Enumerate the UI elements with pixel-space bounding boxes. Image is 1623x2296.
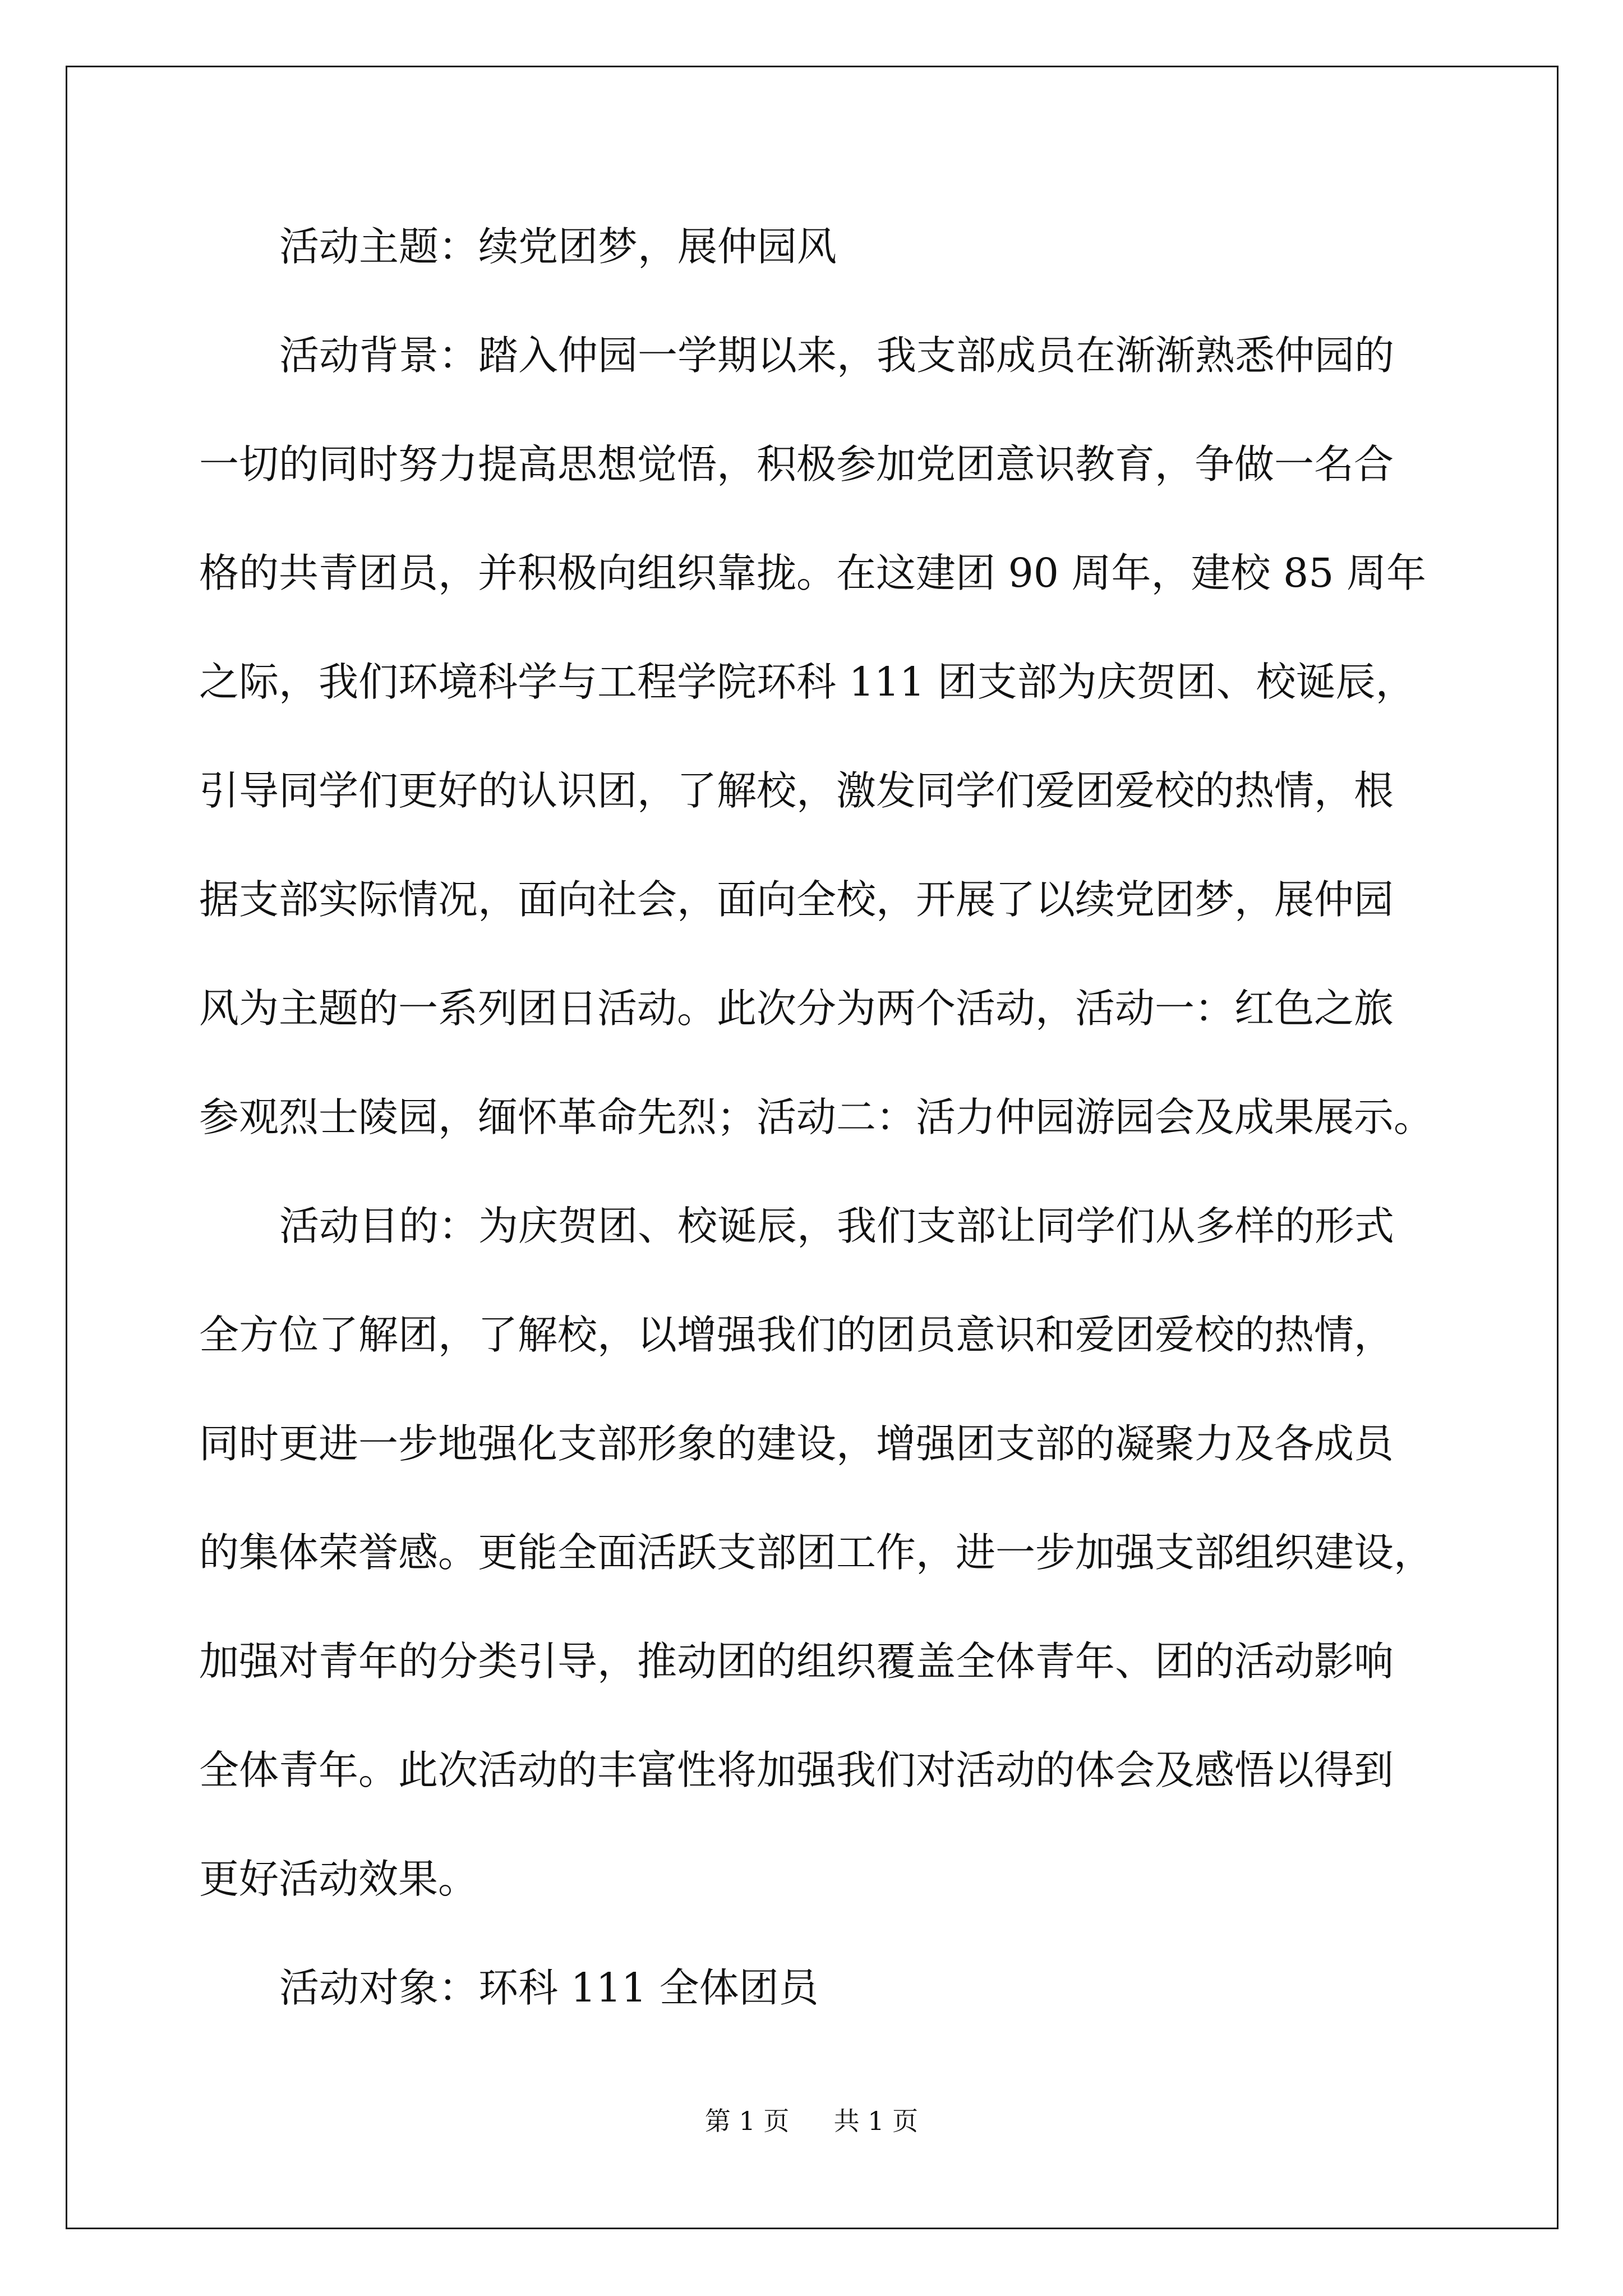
text-line: 之际，我们环境科学与工程学院环科 111 团支部为庆贺团、校诞辰， [199,659,1415,705]
text-line: 引导同学们更好的认识团，了解校，激发同学们爱团爱校的热情，根 [199,767,1394,814]
text-line: 活动目的：为庆贺团、校诞辰，我们支部让同学们从多样的形式 [279,1203,1395,1249]
text-line: 全方位了解团，了解校，以增强我们的团员意识和爱团爱校的热情， [199,1312,1394,1358]
text-line: 格的共青团员，并积极向组织靠拢。在这建团 90 周年，建校 85 周年 [199,550,1426,596]
page-footer [0,2101,1623,2138]
text-line: 据支部实际情况，面向社会，面向全校，开展了以续党团梦，展仲园 [199,876,1394,923]
text-line: 活动主题：续党团梦，展仲园风 [279,223,837,270]
page-total: 共 1 页 [833,2106,919,2136]
text-line: 一切的同时努力提高思想觉悟，积极参加党团意识教育，争做一名合 [199,441,1394,487]
text-line: 同时更进一步地强化支部形象的建设，增强团支部的凝聚力及各成员 [199,1420,1394,1467]
document-body [199,215,1433,2065]
text-line: 的集体荣誉感。更能全面活跃支部团工作，进一步加强支部组织建设， [199,1529,1434,1576]
page-number: 第 1 页 [704,2106,790,2136]
text-line: 全体青年。此次活动的丰富性将加强我们对活动的体会及感悟以得到 [199,1747,1394,1793]
text-line: 风为主题的一系列团日活动。此次分为两个活动，活动一：红色之旅 [199,985,1394,1032]
text-line: 更好活动效果。 [199,1856,478,1902]
text-line: 活动背景：踏入仲园一学期以来，我支部成员在渐渐熟悉仲园的 [279,332,1395,379]
text-line: 参观烈士陵园，缅怀革命先烈；活动二：活力仲园游园会及成果展示。 [199,1094,1434,1140]
text-line: 活动对象：环科 111 全体团员 [279,1964,819,2011]
text-line: 加强对青年的分类引导，推动团的组织覆盖全体青年、团的活动影响 [199,1638,1394,1685]
